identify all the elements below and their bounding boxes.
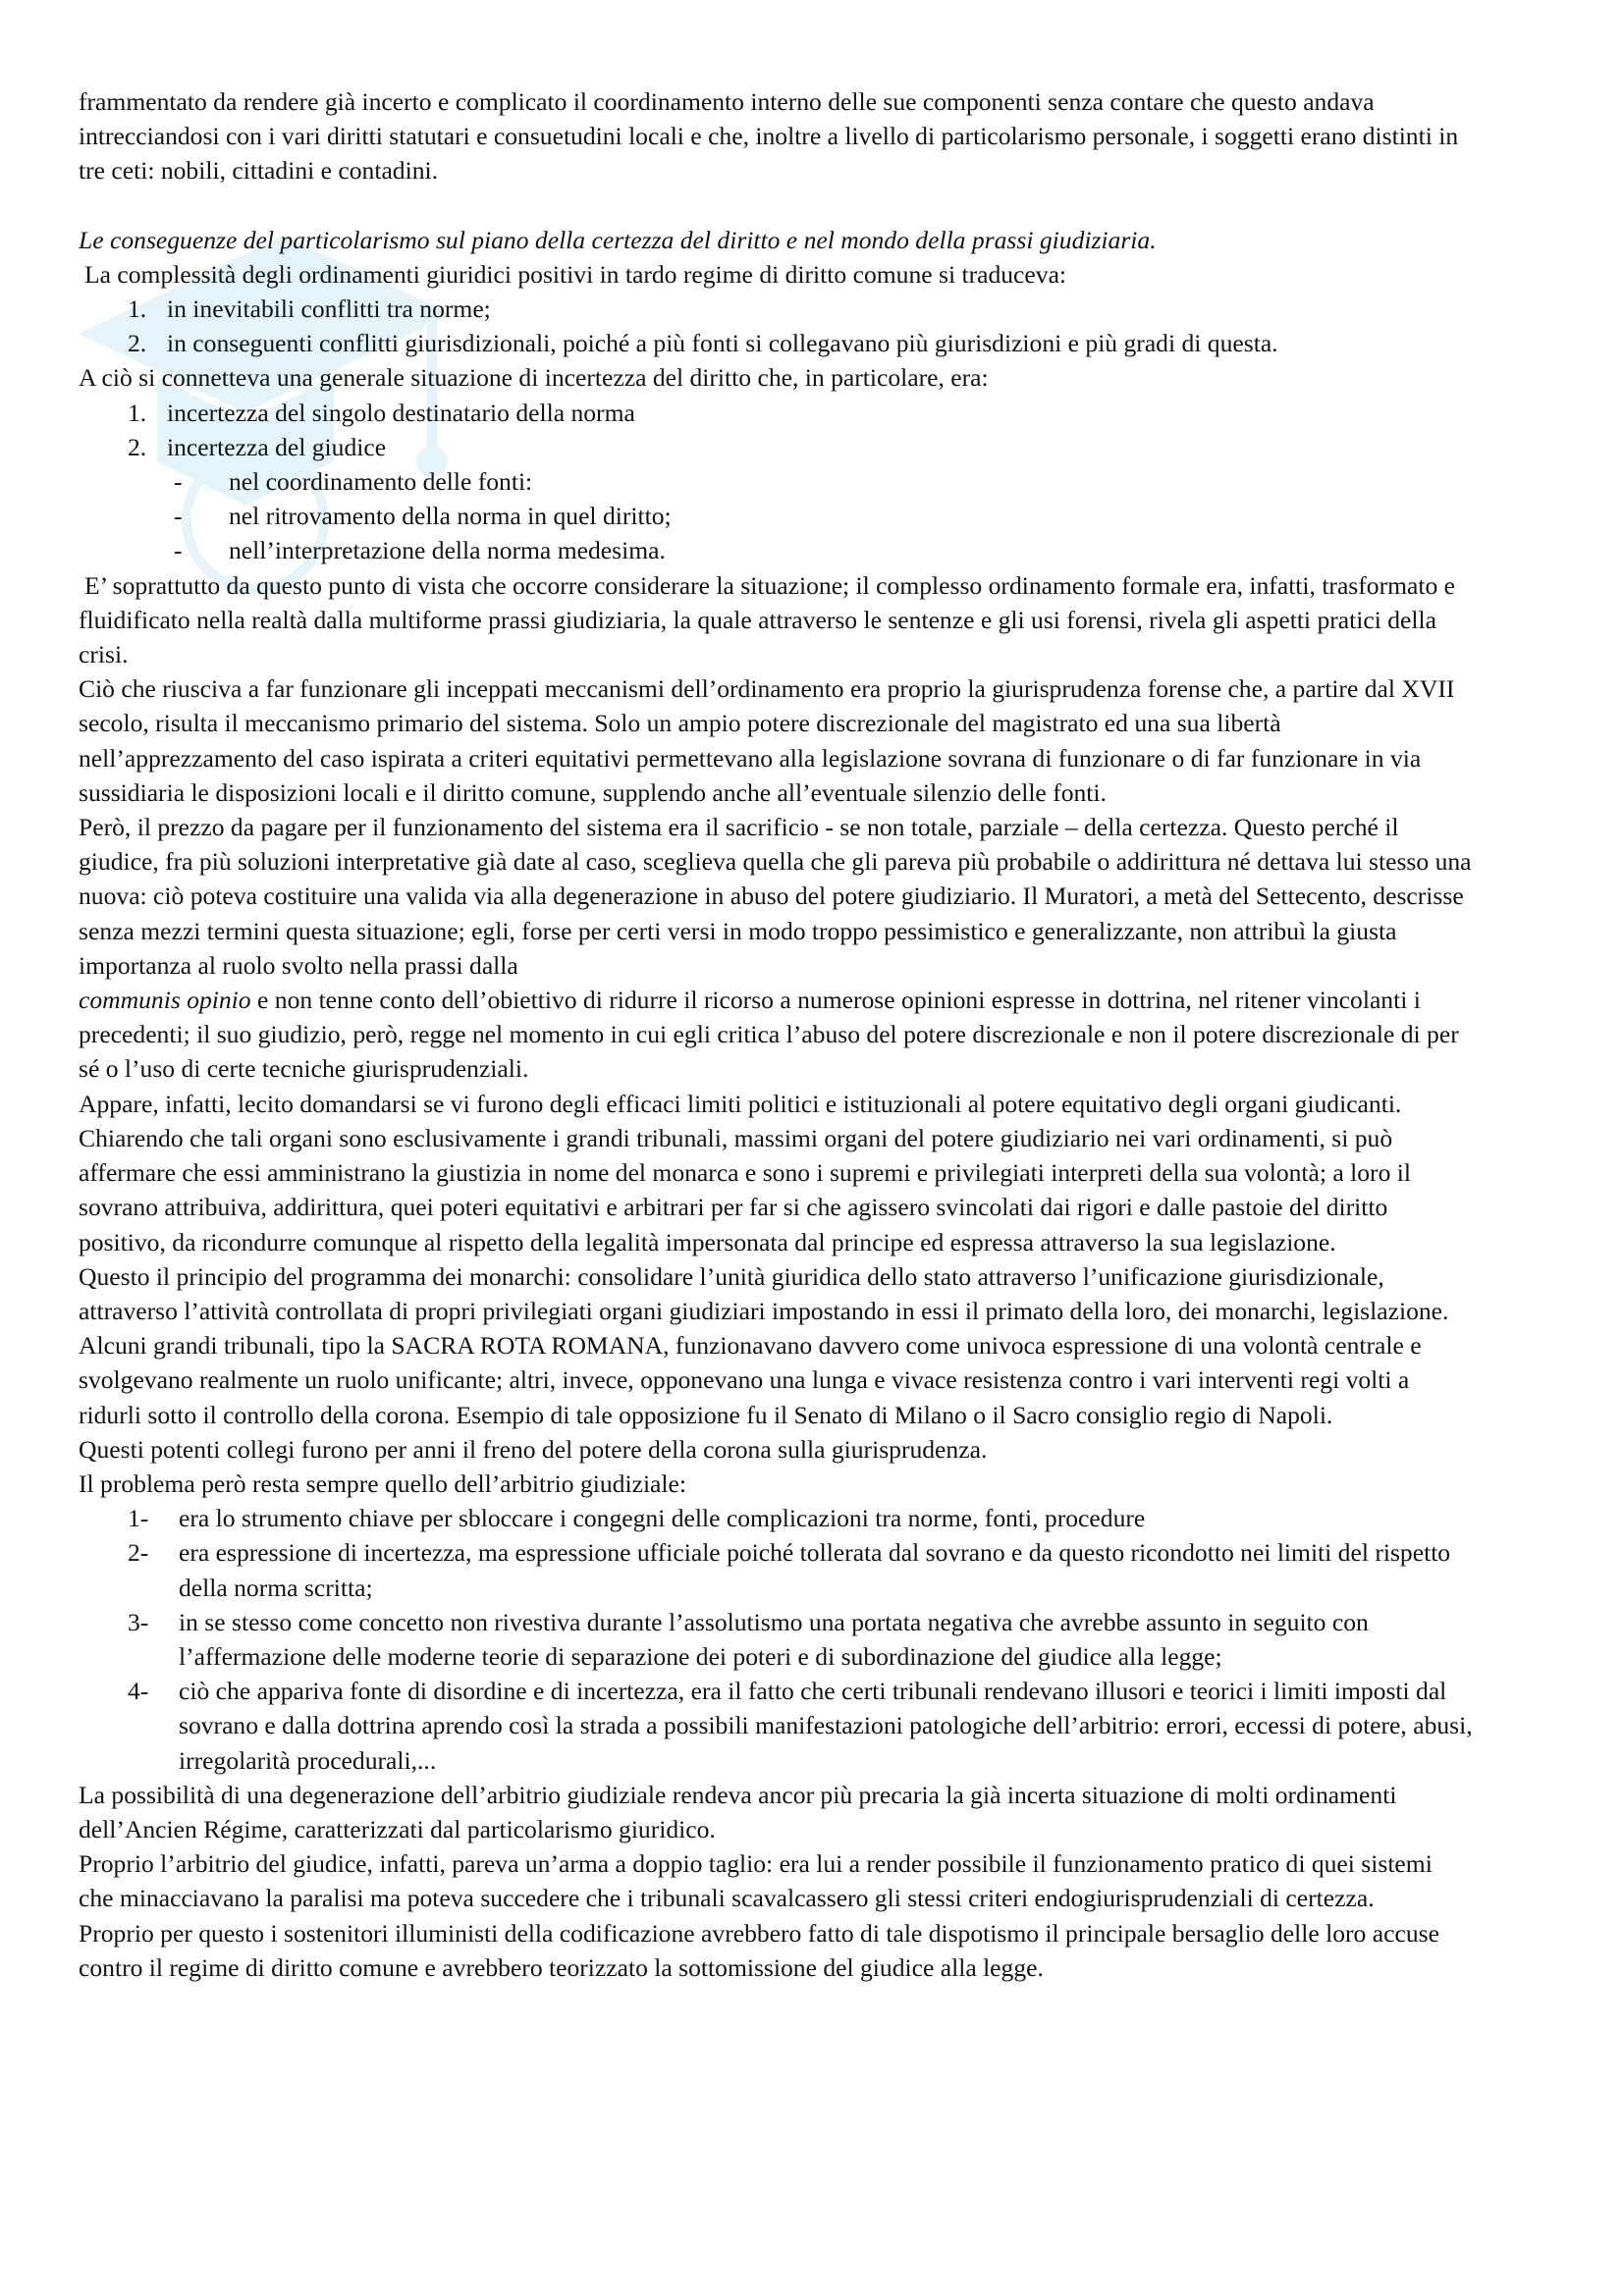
paragraph-degeneration: La possibilità di una degenerazione dell’arbitrio giudiziale rendeva ancor più precaria la già incerta situazione di molti ordinamenti dell’Ancien Régime, caratterizzati dal particolarismo giuridico.	[79, 1780, 1397, 1843]
list-item: 2- era espressione di incertezza, ma espressione ufficiale poiché tollerata dal sovrano e da questo ricondotto nei limiti del rispetto della norma scritta;	[128, 1538, 1451, 1602]
list-item: 1. in inevitabili conflitti tra norme;	[128, 294, 491, 324]
uncertainty-intro: A ciò si connetteva una generale situazione di incertezza del diritto che, in particolare, era:	[79, 363, 989, 393]
paragraph-tribunals: Alcuni grandi tribunali, tipo la SACRA ROTA ROMANA, funzionavano davvero come univoca espressione di una volontà centrale e svolgevano realmente un ruolo unificante; altri, invece, opponevano una lunga e vivace resistenza contro i vari interventi regi volti a ridurli sotto il controllo della corona. Esempio di tale opposizione fu il Senato di Milano o il Sacro consiglio regio di Napoli.	[79, 1331, 1422, 1429]
section-heading: Le conseguenze del particolarismo sul piano della certezza del diritto e nel mondo della prassi giudiziaria.	[79, 225, 1157, 254]
sub-list-item: - nel coordinamento delle fonti:	[174, 467, 533, 497]
sub-list-item: - nell’interpretazione della norma medesima.	[174, 536, 666, 565]
paragraph-program: Questo il principio del programma dei monarchi: consolidare l’unità giuridica dello stato attraverso l’unificazione giurisdizionale, attraverso l’attività controllata di propri privilegiati organi giudiziari impostando in essi il primato della loro, dei monarchi, legislazione.	[79, 1261, 1449, 1325]
list-item: 3- in se stesso come concetto non rivestiva durante l’assolutismo una portata negativa che avrebbe assunto in seguito con l’affermazione delle moderne teorie di separazione dei poteri e di subordinazione del giudice alla legge;	[128, 1607, 1369, 1671]
list-item: 1- era lo strumento chiave per sbloccare i congegni delle complicazioni tra norme, fonti, procedure	[128, 1504, 1146, 1533]
arbitrio-intro: Il problema però resta sempre quello dell’arbitrio giudiziale:	[79, 1468, 686, 1498]
paragraph-situation: E’ soprattutto da questo punto di vista che occorre considerare la situazione; il complesso ordinamento formale era, infatti, trasformato e fluidificato nella realtà dalla multiforme prassi giudiziaria, la quale attraverso le sentenze e gli usi forensi, rivela gli aspetti pratici della crisi.	[79, 570, 1456, 669]
document-page	[79, 84, 1473, 1985]
sub-list-item: - nel ritrovamento della norma in quel diritto;	[174, 502, 672, 531]
list-item: 2. incertezza del giudice	[128, 432, 387, 461]
paragraph-price: Però, il prezzo da pagare per il funzionamento del sistema era il sacrificio - se non totale, parziale – della certezza. Questo perché il giudice, fra più soluzioni interpretative già date al caso, sceglieva quella che gli pareva più probabile o addirittura né dettava lui stesso una nuova: ciò poteva costituire una valida via alla degenerazione in abuso del potere giudiziario. Il Muratori, a metà del Settecento, descrisse senza mezzi termini questa situazione; egli, forse per certi versi in modo troppo pessimistico e generalizzante, non attribuì la giusta importanza al ruolo svolto nella prassi dalla communis opinio e non tenne conto dell’obiettivo di ridurre il ricorso a numerose opinioni espresse in dottrina, nel ritener vincolanti i precedenti; il suo giudizio, però, regge nel momento in cui egli critica l’abuso del potere discrezionale e non il potere discrezionale di per sé o l’uso di certe tecniche giurisprudenziali.	[79, 813, 1472, 1084]
paragraph-colleges: Questi potenti collegi furono per anni il freno del potere della corona sulla giurisprudenza.	[79, 1434, 988, 1464]
paragraph-jurisprudence: Ciò che riusciva a far funzionare gli inceppati meccanismi dell’ordinamento era proprio la giurisprudenza forense che, a partire dal XVII secolo, risulta il meccanismo primario del sistema. Solo un ampio potere discrezionale del magistrato ed una sua libertà nell’apprezzamento del caso ispirata a criteri equitativi permettevano alla legislazione sovrana di funzionare o di far funzionare in via sussidiaria le disposizioni locali e il diritto comune, supplendo anche all’eventuale silenzio delle fonti.	[79, 674, 1455, 807]
paragraph-conclusion: Proprio per questo i sostenitori illuministi della codificazione avrebbero fatto di tale dispotismo il principale bersaglio delle loro accuse contro il regime di diritto comune e avrebbero teorizzato la sottomissione del giudice alla legge.	[79, 1918, 1439, 1982]
paragraph-weapon: Proprio l’arbitrio del giudice, infatti, pareva un’arma a doppio taglio: era lui a render possibile il funzionamento pratico di quei sistemi che minacciavano la paralisi ma poteva succedere che i tribunali scavalcassero gli stessi criteri endogiurisprudenziali di certezza.	[79, 1849, 1433, 1913]
list-item: 1. incertezza del singolo destinatario della norma	[128, 398, 635, 427]
complexity-intro: La complessità degli ordinamenti giuridici positivi in tardo regime di diritto comune si traduceva:	[84, 259, 1067, 289]
paragraph-limits: Appare, infatti, lecito domandarsi se vi furono degli efficaci limiti politici e istituzionali al potere equitativo degli organi giudicanti. Chiarendo che tali organi sono esclusivamente i grandi tribunali, massimi organi del potere giudiziario nei vari ordinamenti, si può affermare che essi amministrano la giustizia in nome del monarca e sono i supremi e privilegiati interpreti della sua volontà; a loro il sovrano attribuiva, addirittura, quei poteri equitativi e arbitrari per far si che agissero svincolati dai rigori e dalle pastoie del diritto positivo, da ricondurre comunque al rispetto della legalità impersonata dal principe ed espressa attraverso la sua legislazione.	[79, 1089, 1411, 1256]
intro-paragraph: frammentato da rendere già incerto e complicato il coordinamento interno delle sue componenti senza contare che questo andava intrecciandosi con i vari diritti statutari e consuetudini locali e che, inoltre a livello di particolarismo personale, i soggetti erano distinti in tre ceti: nobili, cittadini e contadini.	[79, 87, 1459, 186]
italic-term: communis opinio	[79, 986, 251, 1015]
list-item: 2. in conseguenti conflitti giurisdizionali, poiché a più fonti si collegavano più giurisdizioni e più gradi di questa.	[128, 329, 1278, 358]
list-item: 4- ciò che appariva fonte di disordine e di incertezza, era il fatto che certi tribunali rendevano illusori e teorici i limiti imposti dal sovrano e dalla dottrina aprendo così la strada a possibili manifestazioni patologiche dell’arbitrio: errori, eccessi di potere, abusi, irregolarità procedurali,...	[128, 1677, 1473, 1775]
